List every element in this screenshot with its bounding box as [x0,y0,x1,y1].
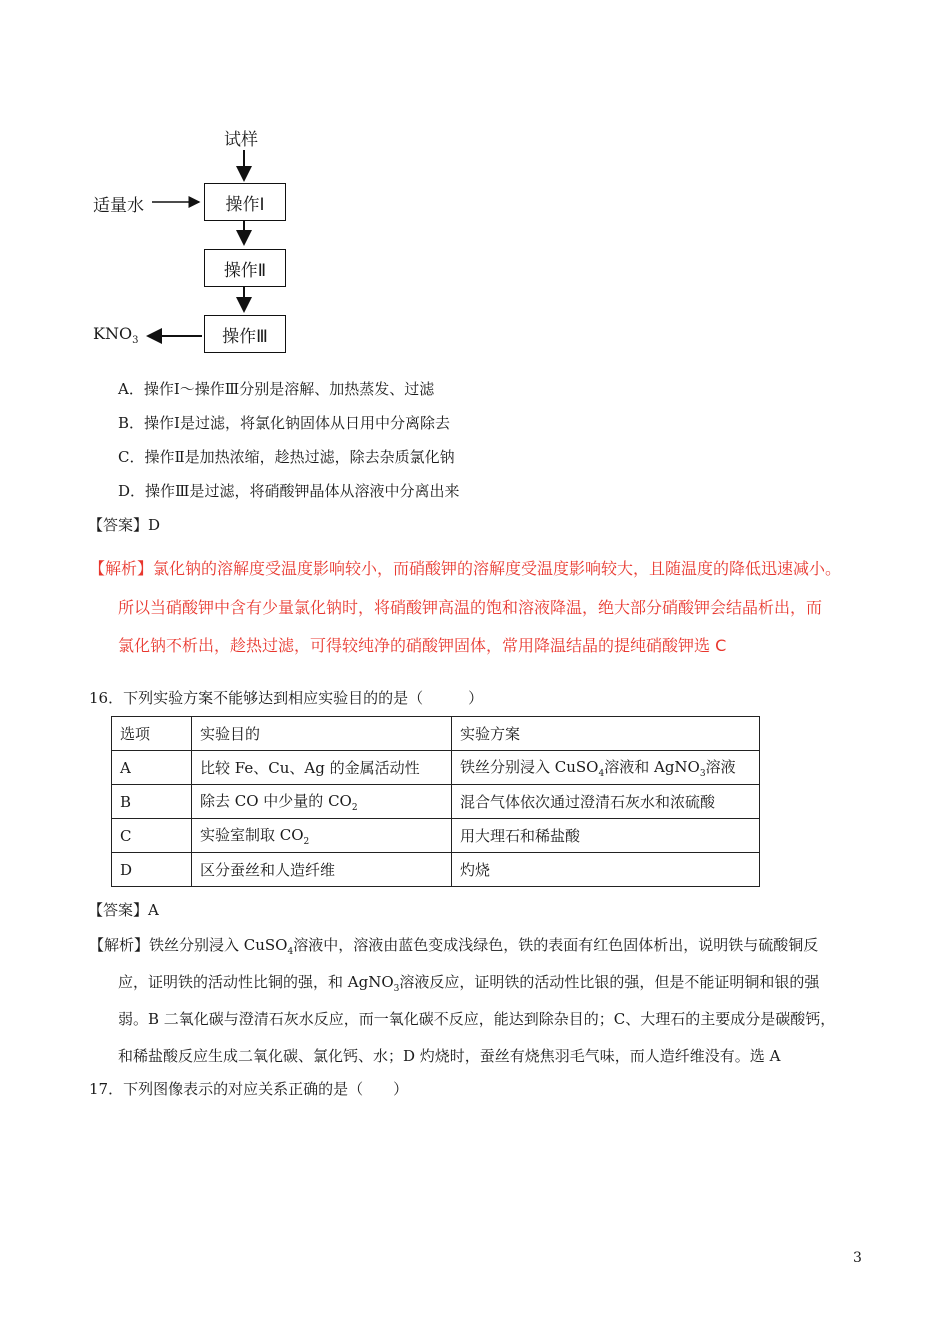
q16-analysis-l1-part2: 溶液中，溶液由蓝色变成浅绿色，铁的表面有红色固体析出，说明铁与硫酸铜反 [293,936,819,954]
q16-analysis-l2-sub: 3 [393,984,400,994]
operation-3-box [204,315,286,353]
table-row [112,853,760,887]
row-b-goal-sub: 2 [351,803,358,813]
row-a-option: A [112,751,192,785]
sample-label: 试样 [224,130,258,150]
operation-2-box [204,249,286,287]
q16-analysis-l2-part2: 溶液反应，证明铁的活动性比银的强，但是不能证明铜和银的强 [399,973,820,991]
row-a-plan-sub2: 3 [699,769,706,779]
q15-option-a: A．操作Ⅰ～操作Ⅲ分别是溶解、加热蒸发、过滤 [118,380,435,398]
header-goal: 实验目的 [192,717,452,751]
row-a-plan-part2: 溶液和 AgNO [604,758,700,776]
table-header-row [112,717,760,751]
row-d-option: D [112,853,192,887]
row-c-goal [192,819,452,853]
q16-analysis-line-3: 弱。B 二氧化碳与澄清石灰水反应，而一氧化碳不反应，能达到除杂目的；C、大理石的主要成分是碳酸钙， [118,1010,836,1028]
row-d-plan: 灼烧 [452,853,760,887]
row-c-goal-text: 实验室制取 CO [200,826,304,844]
row-c-option: C [112,819,192,853]
kno3-subscript: 3 [132,335,139,347]
q16-analysis-l1-part1: 【解析】铁丝分别浸入 CuSO [89,936,288,954]
table-row [112,785,760,819]
operation-3-label: 操作Ⅲ [222,326,268,347]
row-c-plan: 用大理石和稀盐酸 [452,819,760,853]
water-label: 适量水 [93,196,144,216]
header-plan: 实验方案 [452,717,760,751]
kno3-text: KNO [93,324,133,343]
table-row [112,751,760,785]
q16-question: 16．下列实验方案不能够达到相应实验目的的是（ ） [89,689,484,707]
q16-table [111,716,760,887]
q16-analysis-line-2 [118,971,819,1000]
flowchart-arrows [0,0,950,360]
header-option: 选项 [112,717,192,751]
q15-analysis-line-3: 氯化钠不析出，趁热过滤，可得较纯净的硝酸钾固体，常用降温结晶的提纯硝酸钾选 C [118,636,727,655]
q16-answer: 【答案】A [88,901,159,919]
operation-1-label: 操作Ⅰ [225,194,265,215]
page-number: 3 [853,1250,862,1266]
q15-option-b: B．操作Ⅰ是过滤，将氯化钠固体从日用中分离除去 [118,414,450,432]
row-b-option: B [112,785,192,819]
q16-analysis-l1-sub: 4 [287,947,294,957]
row-b-goal [192,785,452,819]
q16-analysis-line-1 [89,934,818,963]
row-c-goal-sub: 2 [303,837,310,847]
q16-analysis-l2-part1: 应，证明铁的活动性比铜的强，和 AgNO [118,973,394,991]
row-a-plan-part1: 铁丝分别浸入 CuSO [460,758,599,776]
q15-option-d: D．操作Ⅲ是过滤，将硝酸钾晶体从溶液中分离出来 [118,482,460,500]
row-b-plan: 混合气体依次通过澄清石灰水和浓硫酸 [452,785,760,819]
kno3-label [93,324,138,346]
q15-answer: 【答案】D [88,516,161,534]
q15-analysis-line-2: 所以当硝酸钾中含有少量氯化钠时，将硝酸钾高温的饱和溶液降温，绝大部分硝酸钾会结晶析出，而 [118,598,823,617]
row-a-plan-part3: 溶液 [705,758,736,776]
q15-option-c: C．操作Ⅱ是加热浓缩，趁热过滤，除去杂质氯化钠 [118,448,455,466]
operation-1-box [204,183,286,221]
row-d-goal: 区分蚕丝和人造纤维 [192,853,452,887]
row-b-goal-text: 除去 CO 中少量的 CO [200,792,352,810]
q16-analysis-line-4: 和稀盐酸反应生成二氧化碳、氯化钙、水；D 灼烧时，蚕丝有烧焦羽毛气味，而人造纤维没有。选 A [118,1047,781,1065]
operation-2-label: 操作Ⅱ [223,260,267,281]
q17-question: 17．下列图像表示的对应关系正确的是（ ） [89,1080,409,1098]
row-a-plan [452,751,760,785]
row-a-goal: 比较 Fe、Cu、Ag 的金属活动性 [192,751,452,785]
table-row [112,819,760,853]
q15-analysis-line-1: 【解析】氯化钠的溶解度受温度影响较小，而硝酸钾的溶解度受温度影响较大，且随温度的降低迅速减小。 [89,559,842,578]
row-a-plan-sub1: 4 [598,769,605,779]
